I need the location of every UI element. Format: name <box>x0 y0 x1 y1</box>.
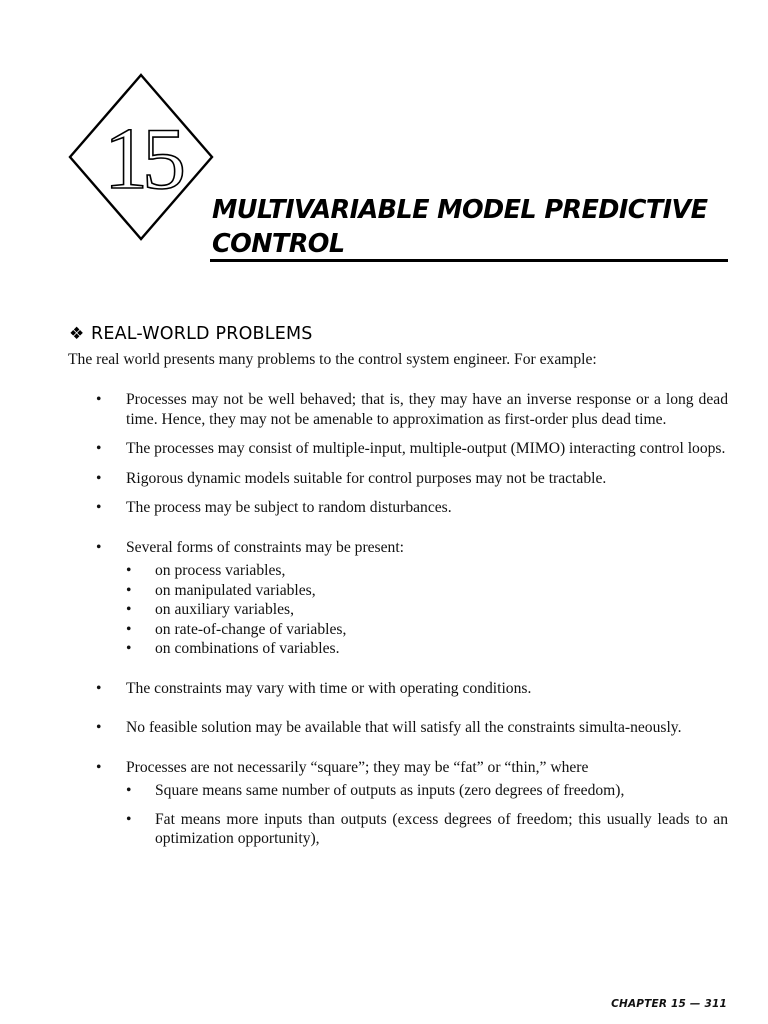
sub-list-item: • on process variables, <box>126 561 728 581</box>
chapter-title-line-1: MULTIVARIABLE MODEL PREDICTIVE <box>212 195 708 225</box>
chapter-number: 15 <box>104 111 180 208</box>
sub-list-item: • on rate-of-change of variables, <box>126 620 728 640</box>
intro-paragraph: The real world presents many problems to the control system engineer. For example: <box>68 351 597 368</box>
list-item: • The constraints may vary with time or with operating conditions. <box>96 679 728 699</box>
page-footer: CHAPTER 15 — 311 <box>611 998 727 1010</box>
sub-list-item: • on auxiliary variables, <box>126 600 728 620</box>
constraint-sublist <box>126 561 728 659</box>
list-item-constraints: • Several forms of constraints may be present: • on process variables, • on manipulated variables, • on auxiliary variables, • on rate-of-change of variables, • on combinations of variables. <box>96 538 728 659</box>
section-heading-text: REAL-WORLD PROBLEMS <box>91 324 313 344</box>
sub-list-item: • Fat means more inputs than outputs (excess degrees of freedom; this usually leads to an optimization opportunity), <box>126 810 728 849</box>
list-item: • The processes may consist of multiple-input, multiple-output (MIMO) interacting control loops. <box>96 439 728 459</box>
chapter-number-badge <box>66 72 216 242</box>
shape-sublist <box>126 781 728 849</box>
list-item-process-shapes: • Processes are not necessarily “square”; they may be “fat” or “thin,” where • Square means same number of outputs as inputs (zero degrees of freedom), • Fat means more inputs than outputs (excess degrees of freedom; this usually leads to an optimization opportunity), <box>96 758 728 849</box>
title-underline <box>210 259 728 262</box>
four-diamond-bullet-icon: ❖ <box>69 324 85 344</box>
sub-list-item: • Square means same number of outputs as inputs (zero degrees of freedom), <box>126 781 728 801</box>
chapter-title-line-2: CONTROL <box>212 229 345 259</box>
sub-list-item: • on manipulated variables, <box>126 581 728 601</box>
list-item: • The process may be subject to random disturbances. <box>96 498 728 518</box>
list-item: • Processes may not be well behaved; that is, they may have an inverse response or a long dead time. Hence, they may not be amenable to approximation as first-order plus dead time. <box>96 390 728 429</box>
sub-list-item: • on combinations of variables. <box>126 639 728 659</box>
list-item: • No feasible solution may be available that will satisfy all the constraints simulta-neously. <box>96 718 728 738</box>
chapter-title <box>212 193 708 261</box>
problem-list <box>96 390 728 858</box>
section-heading <box>69 322 313 346</box>
list-item: • Rigorous dynamic models suitable for control purposes may not be tractable. <box>96 469 728 489</box>
chapter-diamond-icon <box>66 72 216 242</box>
